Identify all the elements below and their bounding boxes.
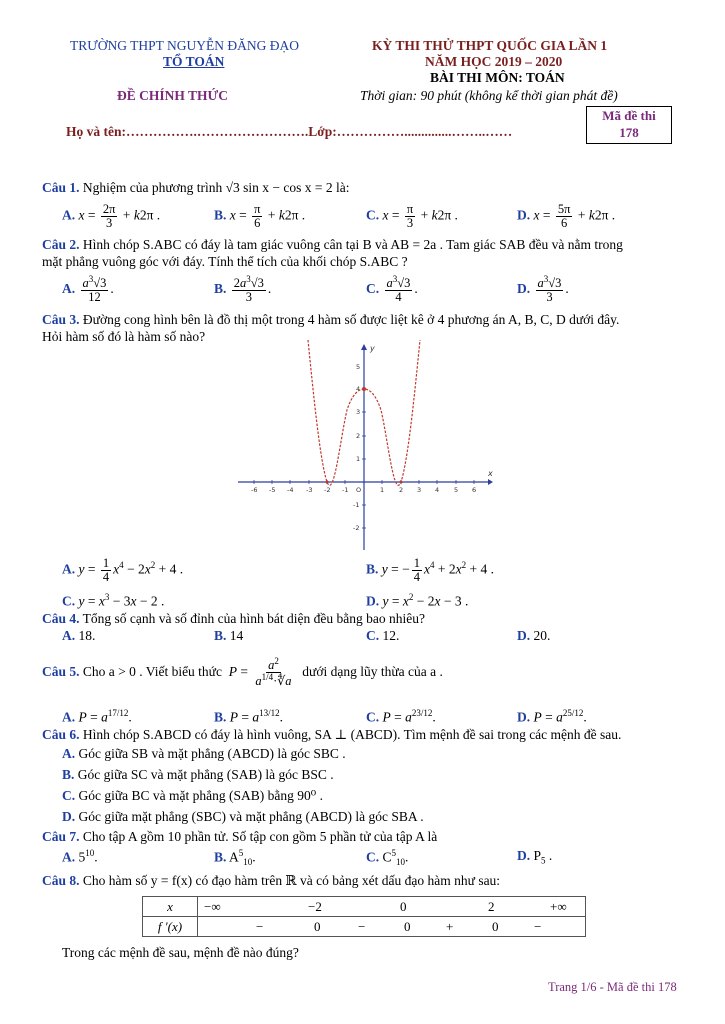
y-axis-label: y: [370, 344, 375, 353]
q3-option-a: A. y = $\frac{1}{4}$ $x^4 - 2x^2 + 4$ .: [62, 556, 184, 585]
q3-option-c: C. $y = x^3 - 3x - 2$ .: [62, 592, 165, 609]
q4-option-a: A. 18.: [62, 628, 96, 643]
q7-option-a: A. $5^{10}$.: [62, 848, 98, 865]
sign-table-sign-row: − 0 − 0 + 0 −: [198, 917, 586, 937]
sign-table-x-row: −∞ −2 0 2 +∞: [198, 897, 586, 917]
q3-option-d: D. $y = x^2 - 2x - 3$ .: [366, 592, 469, 609]
q4-option-b: B. 14: [214, 628, 244, 643]
q2-option-d: D. $\frac{a^3√3}{3}$ .: [517, 274, 569, 305]
question-6: Câu 6. Hình chóp S.ABCD có đáy là hình vuông, SA ⊥ (ABCD). Tìm mệnh đề sai trong các mệnh đề sau.: [42, 727, 622, 742]
question-1: Câu 1. Nghiệm của phương trình √3 sin x − cos x = 2 là:: [42, 180, 350, 195]
q4-option-c: C. 12.: [366, 628, 400, 643]
question-8: Câu 8. Cho hàm số y = f(x) có đạo hàm trên ℝ và có bảng xét dấu đạo hàm như sau:: [42, 873, 501, 888]
x-tick: 2: [399, 486, 404, 494]
sign-table: [142, 896, 586, 937]
y-tick: 4: [356, 385, 361, 393]
y-tick: 1: [356, 455, 361, 463]
sign-table-fprime-label: f ′(x): [143, 917, 198, 937]
question-3: Câu 3. Đường cong hình bên là đồ thị một trong 4 hàm số được liệt kê ở 4 phương án A, B, C, D dưới đây.: [42, 312, 620, 327]
q7-option-d: D. $P_5$ .: [517, 848, 553, 866]
x-tick: -3: [306, 486, 313, 494]
school-year: NĂM HỌC 2019 – 2020: [425, 54, 563, 69]
x-tick: -1: [342, 486, 349, 494]
q7-option-c: C. $C^5_{10}$.: [366, 848, 409, 868]
y-tick: 2: [356, 432, 361, 440]
department: TỔ TOÁN: [163, 54, 225, 69]
name-line: Họ và tên:…………….…………………….Lớp:……………..............……..……: [66, 124, 513, 139]
y-tick: -2: [353, 524, 360, 532]
q5-option-a: A. $P = a^{17/12}$.: [62, 708, 132, 725]
y-tick: -1: [353, 501, 360, 509]
x-tick: 5: [454, 486, 459, 494]
q2-option-b: B. $\frac{2a^3√3}{3}$ .: [214, 274, 272, 305]
subject: BÀI THI MÔN: TOÁN: [430, 70, 565, 85]
q6-option-a: A. Góc giữa SB và mặt phẳng (ABCD) là góc SBC .: [62, 746, 346, 761]
question-2-line2: mặt phẳng vuông góc với đáy. Tính thể tích của khối chóp S.ABC ?: [42, 254, 408, 269]
function-graph: [232, 340, 502, 555]
x-tick: -6: [251, 486, 258, 494]
question-2: Câu 2. Hình chóp S.ABC có đáy là tam giác vuông cân tại B và AB = 2a . Tam giác SAB đều và nằm trong: [42, 237, 623, 252]
school-name: TRƯỜNG THPT NGUYỄN ĐĂNG ĐẠO: [70, 38, 299, 53]
question-5: Câu 5. Cho a > 0 . Viết biểu thức P = $\frac{a^2}{a^{1/4}\cdot∜a}$ dưới dạng lũy thừa của a .: [42, 656, 443, 689]
code-value: 178: [619, 125, 639, 140]
question-4: Câu 4. Tổng số cạnh và số đỉnh của hình bát diện đều bằng bao nhiêu?: [42, 611, 425, 626]
q8-follow-up: Trong các mệnh đề sau, mệnh đề nào đúng?: [62, 945, 299, 960]
exam-time: Thời gian: 90 phút (không kể thời gian phát đề): [360, 88, 618, 103]
q7-option-b: B. $A^5_{10}$.: [214, 848, 256, 868]
x-tick: 4: [435, 486, 440, 494]
q3-option-b: B. y = − $\frac{1}{4}$ $x^4 + 2x^2 + 4$ .: [366, 556, 494, 585]
q1-option-b: B. x = $\frac{\pi}{6}$ + k2π .: [214, 202, 306, 231]
question-3-line2: Hỏi hàm số đó là hàm số nào?: [42, 329, 206, 344]
x-tick: 3: [417, 486, 422, 494]
q2-option-c: C. $\frac{a^3√3}{4}$ .: [366, 274, 418, 305]
q1-option-a: A. x = $\frac{2\pi}{3}$ + k2π .: [62, 202, 161, 231]
q5-option-d: D. $P = a^{25/12}$.: [517, 708, 587, 725]
q6-option-d: D. Góc giữa mặt phẳng (SBC) và mặt phẳng (ABCD) là góc SBA .: [62, 809, 424, 824]
code-label: Mã đề thi: [602, 108, 656, 123]
q5-option-b: B. $P = a^{13/12}$.: [214, 708, 284, 725]
x-tick: 6: [472, 486, 477, 494]
exam-code-box: [586, 106, 672, 144]
x-tick: -5: [269, 486, 276, 494]
x-tick: -4: [287, 486, 294, 494]
y-tick: 3: [356, 408, 361, 416]
question-7: Câu 7. Cho tập A gồm 10 phần tử. Số tập con gồm 5 phần tử của tập A là: [42, 829, 438, 844]
q6-option-b: B. Góc giữa SC và mặt phẳng (SAB) là góc BSC .: [62, 767, 334, 782]
x-axis-label: x: [488, 469, 493, 478]
x-tick: 1: [380, 486, 385, 494]
page-footer: Trang 1/6 - Mã đề thi 178: [548, 980, 677, 994]
exam-title: KỲ THI THỬ THPT QUỐC GIA LẦN 1: [372, 38, 608, 53]
q1-option-c: C. x = $\frac{\pi}{3}$ + k2π .: [366, 202, 458, 231]
origin-label: O: [356, 486, 362, 494]
q1-option-d: D. x = $\frac{5\pi}{6}$ + k2π .: [517, 202, 616, 231]
sign-table-x-label: x: [143, 897, 198, 917]
q4-option-d: D. 20.: [517, 628, 551, 643]
q2-option-a: A. $\frac{a^3√3}{12}$ .: [62, 274, 114, 305]
q6-option-c: C. Góc giữa BC và mặt phẳng (SAB) bằng 90⁰ .: [62, 788, 323, 803]
official-label: ĐỀ CHÍNH THỨC: [117, 88, 229, 103]
y-tick: 5: [356, 363, 361, 371]
q5-option-c: C. $P = a^{23/12}$.: [366, 708, 436, 725]
x-tick: -2: [324, 486, 331, 494]
